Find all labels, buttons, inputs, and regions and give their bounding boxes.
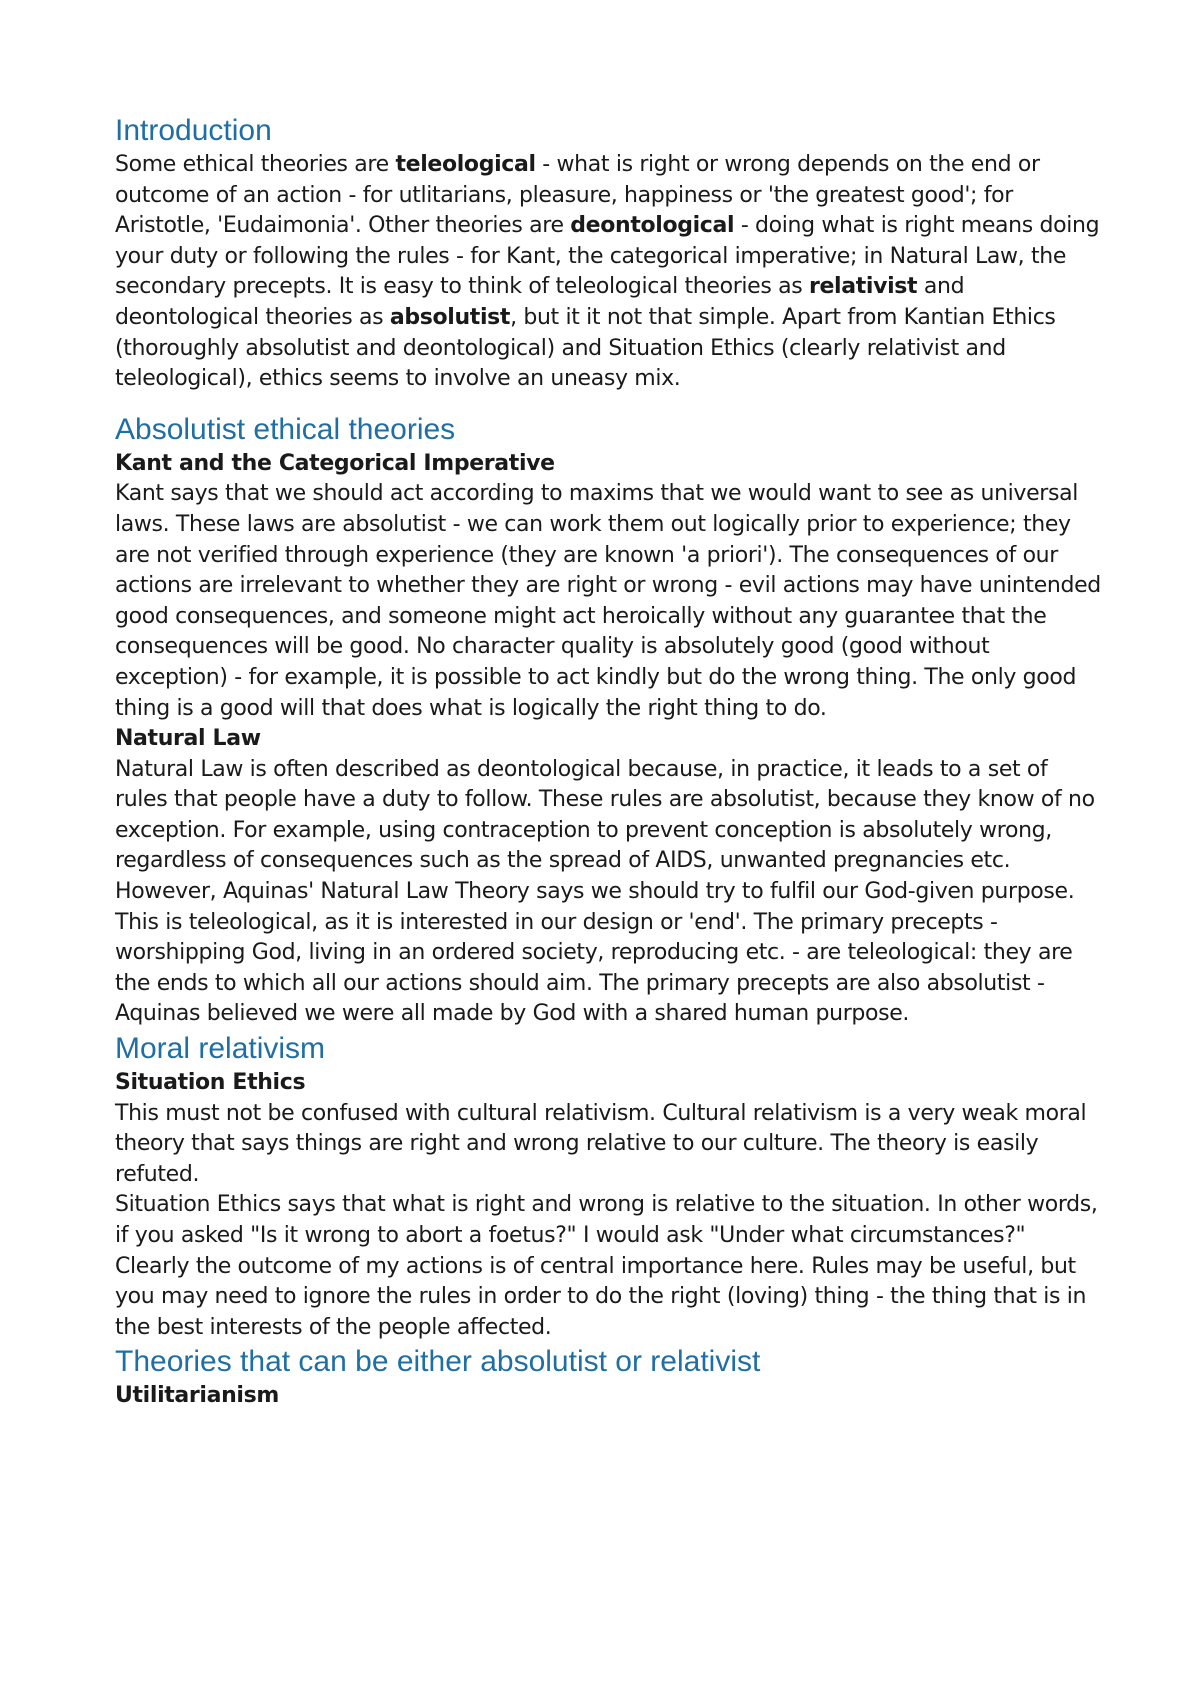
subheading-kant: Kant and the Categorical Imperative xyxy=(115,450,555,476)
intro-text-2: - what is right or wrong depends on the end or outcome of an action - for utlitarians, pleasure, happiness or 'the greatest good'; for Aristotle, 'Eudaimonia'. Other theories are xyxy=(115,152,1040,239)
section-heading-introduction: Introduction xyxy=(115,114,272,147)
section-heading-absolutist: Absolutist ethical theories xyxy=(115,412,456,446)
situation-paragraph-2: Situation Ethics says that what is right and wrong is relative to the situation. In other words, if you asked "Is it wrong to abort a foetus?" I would ask "Under what circumstances?" Clearly the outcome of my actions is of central importance here. Rules may be useful, but you may need to ignore the rules in order to do the right (loving) thing - the thing that is in the best interests of the people affected. xyxy=(115,1192,1098,1340)
term-teleological: teleological xyxy=(395,152,536,177)
intro-text-1: Some ethical theories are xyxy=(115,152,396,177)
term-deontological: deontological xyxy=(570,213,735,239)
intro-text-4: and deontological theories as xyxy=(115,274,965,330)
intro-text-3: - doing what is right means doing your duty or following the rules - for Kant, the categorical imperative; in Natural Law, the secondary precepts. It is easy to think of teleological theories as xyxy=(115,213,1100,300)
subheading-natural-law: Natural Law xyxy=(115,726,261,752)
document-page xyxy=(115,112,1105,1412)
section-heading-moral-relativism: Moral relativism xyxy=(115,1032,326,1066)
term-relativist: relativist xyxy=(808,274,918,300)
section-heading-either: Theories that can be either absolutist or relativist xyxy=(115,1345,761,1379)
situation-paragraph-1: This must not be confused with cultural relativism. Cultural relativism is a very weak moral theory that says things are right and wrong relative to our culture. The theory is easily refuted. xyxy=(115,1100,1087,1187)
term-absolutist: absolutist xyxy=(389,304,511,330)
intro-paragraph xyxy=(115,150,1105,395)
natural-law-paragraph-2: However, Aquinas' Natural Law Theory says we should try to fulfil our God-given purpose. This is teleological, as it is interested in our design or 'end'. The primary precepts - worshipping God, living in an ordered society, reproducing etc. - are teleological: they are the ends to which all our actions should aim. The primary precepts are also absolutist - Aquinas believed we were all made by God with a shared human purpose. xyxy=(115,879,1075,1027)
kant-paragraph: Kant says that we should act according to maxims that we would want to see as universal laws. These laws are absolutist - we can work them out logically prior to experience; they are not verified through experience (they are known 'a priori'). The consequences of our actions are irrelevant to whether they are right or wrong - evil actions may have unintended good consequences, and someone might act heroically without any guarantee that the consequences will be good. No character quality is absolutely good (good without exception) - for example, it is possible to act kindly but do the wrong thing. The only good thing is a good will that does what is logically the right thing to do. xyxy=(115,481,1101,721)
intro-text-5: , but it it not that simple. Apart from Kantian Ethics (thoroughly absolutist and deontological) and Situation Ethics (clearly relativist and teleological), ethics seems to involve an uneasy mix. xyxy=(115,304,1056,392)
natural-law-paragraph-1: Natural Law is often described as deontological because, in practice, it leads to a set of rules that people have a duty to follow. These rules are absolutist, because they know of no exception. For example, using contraception to prevent conception is absolutely wrong, regardless of consequences such as the spread of AIDS, unwanted pregnancies etc. xyxy=(115,756,1095,874)
subheading-utilitarianism: Utilitarianism xyxy=(115,1383,279,1409)
subheading-situation-ethics: Situation Ethics xyxy=(115,1070,306,1096)
